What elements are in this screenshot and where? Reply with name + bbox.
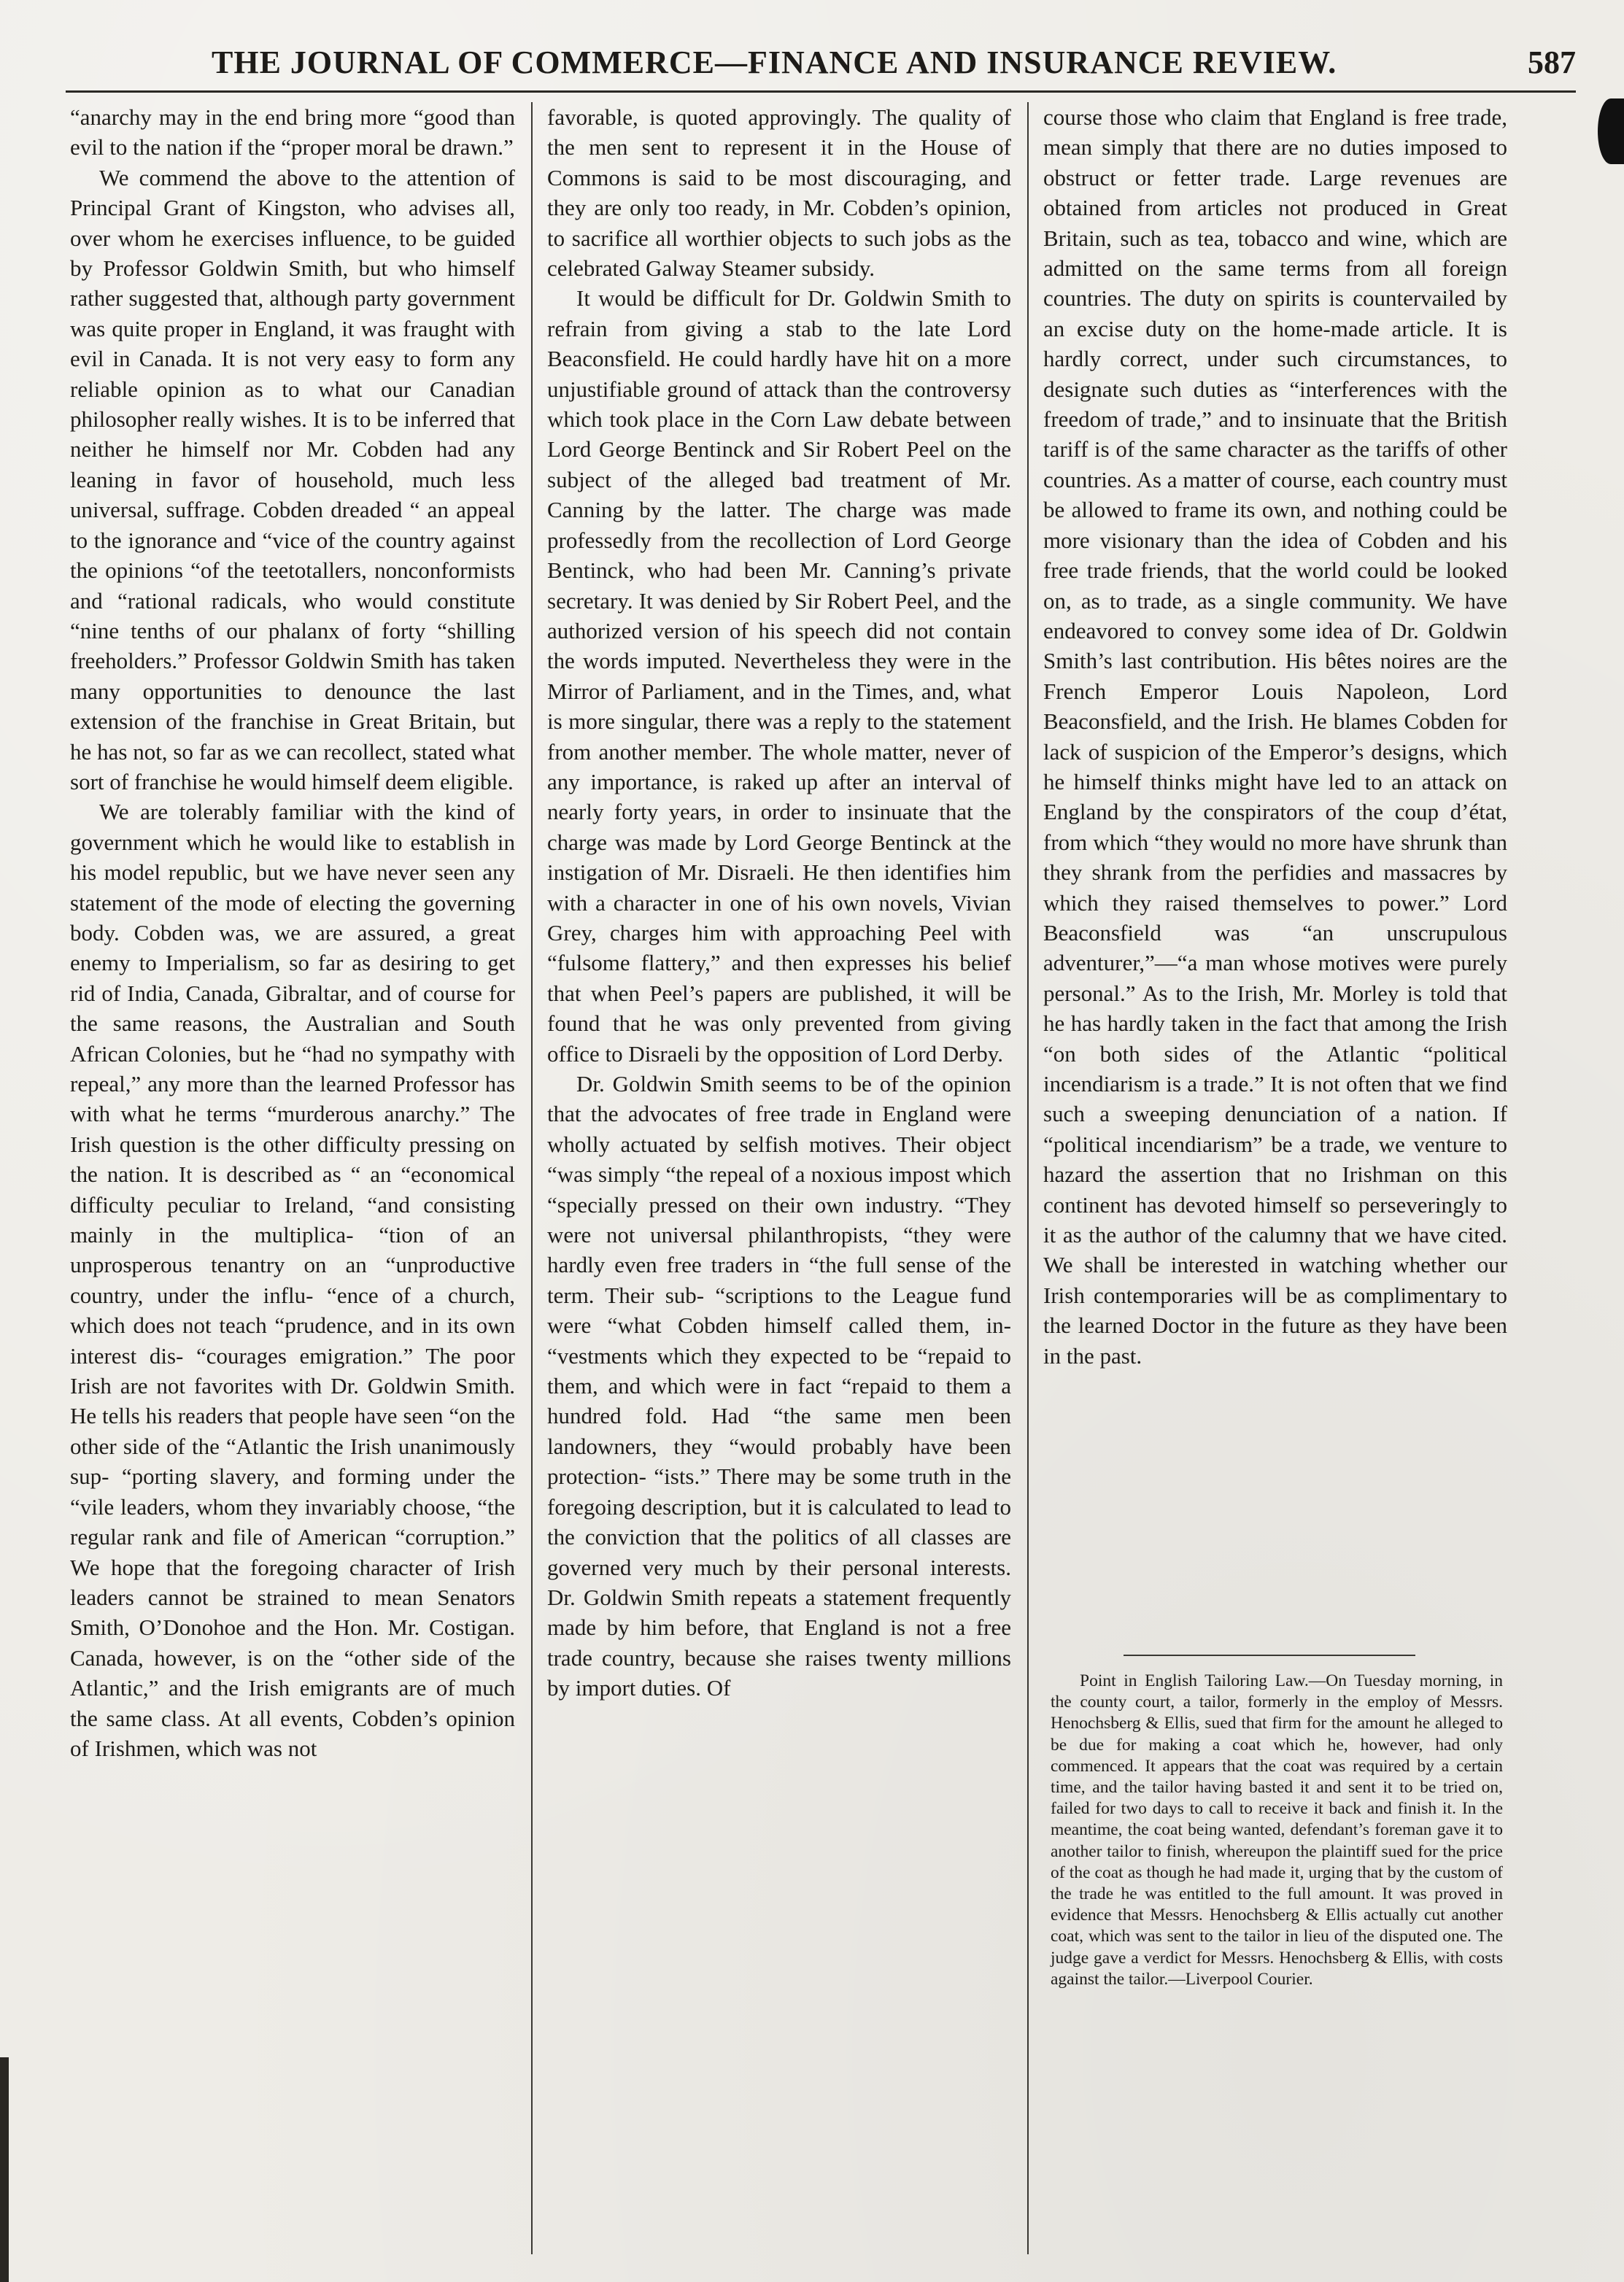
paragraph: course those who claim that England is free trade, mean simply that there are no duties imposed to obstruct or fetter trade. Large revenues are obtained from articles not produced in Great Britain, such as tea, tobacco and wine, which are admitted on the same terms from all foreign countries. The duty on spirits is countervailed by an excise duty on the home-made article. It is hardly correct, under such circumstances, to designate such duties as “interferences with the freedom of trade,” and to insinuate that the British tariff is of the same character as the tariffs of other countries. As a matter of course, each country must be allowed to frame its own, and nothing could be more visionary than the idea of Cobden and his free trade friends, that the world could be looked on, as to trade, as a single community. We have endeavored to convey some idea of Dr. Goldwin Smith’s last contribution. His bêtes noires are the French Emperor Louis Napoleon, Lord Beaconsfield, and the Irish. He blames Cobden for lack of suspicion of the Emperor’s designs, which he himself thinks might have led to an attack on England by the conspirators of the coup d’état, from which “they would no more have shrunk than they shrank from the perfidies and massacres by which they raised themselves to power.” Lord Beaconsfield was “an unscrupulous adventurer,”—“a man whose motives were purely personal.” As to the Irish, Mr. Morley is told that he has hardly taken in the fact that among the Irish “on both sides of the Atlantic “political incendiarism is a trade.” It is not often that we find such a sweeping denunciation of a nation. If “political incendiarism” be a trade, we venture to hazard the assertion that no Irishman on this continent has devoted himself so perseveringly to it as the author of the calumny that we have cited. We shall be interested in watching whether our Irish contemporaries will be as complimentary to the learned Doctor in the future as they have been in the past. bbox=[1043, 104, 1507, 1369]
notice-separator bbox=[1124, 1655, 1415, 1656]
page-edge-shadow bbox=[0, 2057, 9, 2282]
paragraph: “anarchy may in the end bring more “good than evil to the nation if the “proper moral be drawn.” bbox=[70, 104, 515, 160]
tailoring-law-notice bbox=[1051, 1671, 1503, 1990]
page-header bbox=[66, 44, 1576, 88]
notice-paragraph: Point in English Tailoring Law.—On Tuesday morning, in the county court, a tailor, formerly in the employ of Messrs. Henochsberg & Ellis, sued that firm for the amount he alleged to be due for making a coat which he, however, had only commenced. It appears that the coat was required by a certain time, and the tailor having basted it and sent it to be tried on, failed for two days to call to receive it back and finish it. In the meantime, the coat being wanted, defendant’s foreman gave it to another tailor to finish, whereupon the plaintiff sued for the price of the coat as though he had made it, urging that by the custom of the trade he was entitled to the full amount. It was proved in evidence that Messrs. Henochsberg & Ellis actually cut another coat, which was sent to the tailor in lieu of the disputed one. The judge gave a verdict for Messrs. Henochsberg & Ellis, with costs against the tailor.—Liverpool Courier. bbox=[1051, 1671, 1503, 1989]
ink-mark bbox=[1598, 98, 1624, 164]
paragraph: It would be difficult for Dr. Goldwin Smith to refrain from giving a stab to the late Lord Beaconsfield. He could hardly have hit on a more unjustifiable ground of attack than the controversy which took place in the Corn Law debate between Lord George Bentinck and Sir Robert Peel on the subject of the alleged bad treatment of Mr. Canning by the latter. The charge was made professedly from the recollection of Lord George Bentinck, who had been Mr. Canning’s private secretary. It was denied by Sir Robert Peel, and the authorized version of his speech did not contain the words imputed. Nevertheless they were in the Mirror of Parliament, and in the Times, and, what is more singular, there was a reply to the statement from another member. The whole matter, never of any importance, is raked up after an interval of nearly forty years, in order to insinuate that the charge was made by Lord George Bentinck at the instigation of Mr. Disraeli. He then identifies him with a character in one of his own novels, Vivian Grey, charges him with approaching Peel with “fulsome flattery,” and then expresses his belief that when Peel’s papers are published, it will be found that he was only prevented from giving office to Disraeli by the opposition of Lord Derby. bbox=[547, 285, 1011, 1067]
page-number: 587 bbox=[1528, 45, 1576, 80]
paragraph: Dr. Goldwin Smith seems to be of the opinion that the advocates of free trade in England were wholly actuated by selfish motives. Their object “was simply “the repeal of a noxious impost which “specially pressed on their own industry. “They were not universal philanthropists, “they were hardly even free traders in “the full sense of the term. Their sub- “scriptions to the League fund were “what Cobden himself called them, in- “vestments which they expected to be “repaid to them, and which were in fact “repaid to them a hundred fold. Had “the same men been landowners, they “would probably have been protection- “ists.” There may be some truth in the foregoing description, but it is calculated to lead to the conviction that the politics of all classes are governed very much by their personal interests. Dr. Goldwin Smith repeats a statement frequently made by him before, that England is not a free trade country, because she raises twenty millions by import duties. Of bbox=[547, 1071, 1011, 1701]
header-rule bbox=[66, 90, 1576, 93]
paragraph: We are tolerably familiar with the kind of government which he would like to establish in his model republic, but we have never seen any statement of the mode of electing the governing body. Cobden was, we are assured, a great enemy to Imperialism, so far as desiring to get rid of India, Canada, Gibraltar, and of course for the same reasons, the Australian and South African Colonies, but he “had no sympathy with repeal,” any more than the learned Professor has with what he terms “murderous anarchy.” The Irish question is the other difficulty pressing on the nation. It is described as “ an “economical difficulty peculiar to Ireland, “and consisting mainly in the multiplica- “tion of an unprosperous tenantry on an “unproductive country, under the influ- “ence of a church, which does not teach “prudence, and in its own interest dis- “courages emigration.” The poor Irish are not favorites with Dr. Goldwin Smith. He tells his readers that people have seen “on the other side of the “Atlantic the Irish unanimously sup- “porting slavery, and forming under the “vile leaders, whom they invariably choose, “the regular rank and file of American “corruption.” We hope that the foregoing character of Irish leaders cannot be strained to mean Senators Smith, O’Donohoe and the Hon. Mr. Costigan. Canada, however, is on the “other side of the Atlantic,” and the Irish emigrants are of much the same class. At all events, Cobden’s opinion of Irishmen, which was not bbox=[70, 799, 515, 1761]
column-1 bbox=[70, 102, 515, 1763]
paragraph: We commend the above to the attention of Principal Grant of Kingston, who advises all, over whom he exercises influence, to be guided by Professor Goldwin Smith, but who himself rather suggested that, although party government was quite proper in England, it was fraught with evil in Canada. It is not very easy to form any reliable opinion as to what our Canadian philosopher really wishes. It is to be inferred that neither he himself nor Mr. Cobden had any leaning in favor of household, much less universal, suffrage. Cobden dreaded “ an appeal to the ignorance and “vice of the country against the opinions “of the teetotallers, nonconformists and “rational radicals, who would constitute “nine tenths of our phalanx of forty “shilling freeholders.” Professor Goldwin Smith has taken many opportunities to denounce the last extension of the franchise in Great Britain, but he has not, so far as we can recollect, stated what sort of franchise he would himself deem eligible. bbox=[70, 164, 515, 794]
journal-title: THE JOURNAL OF COMMERCE—FINANCE AND INSURANCE REVIEW. bbox=[212, 45, 1337, 80]
column-2 bbox=[547, 102, 1011, 1703]
column-3 bbox=[1043, 102, 1507, 1371]
column-divider bbox=[531, 102, 533, 2254]
paragraph: favorable, is quoted approvingly. The quality of the men sent to represent it in the House of Commons is said to be most discouraging, and they are only too ready, in Mr. Cobden’s opinion, to sacrifice all worthier objects to such jobs as the celebrated Galway Steamer subsidy. bbox=[547, 104, 1011, 282]
column-divider bbox=[1027, 102, 1029, 2254]
